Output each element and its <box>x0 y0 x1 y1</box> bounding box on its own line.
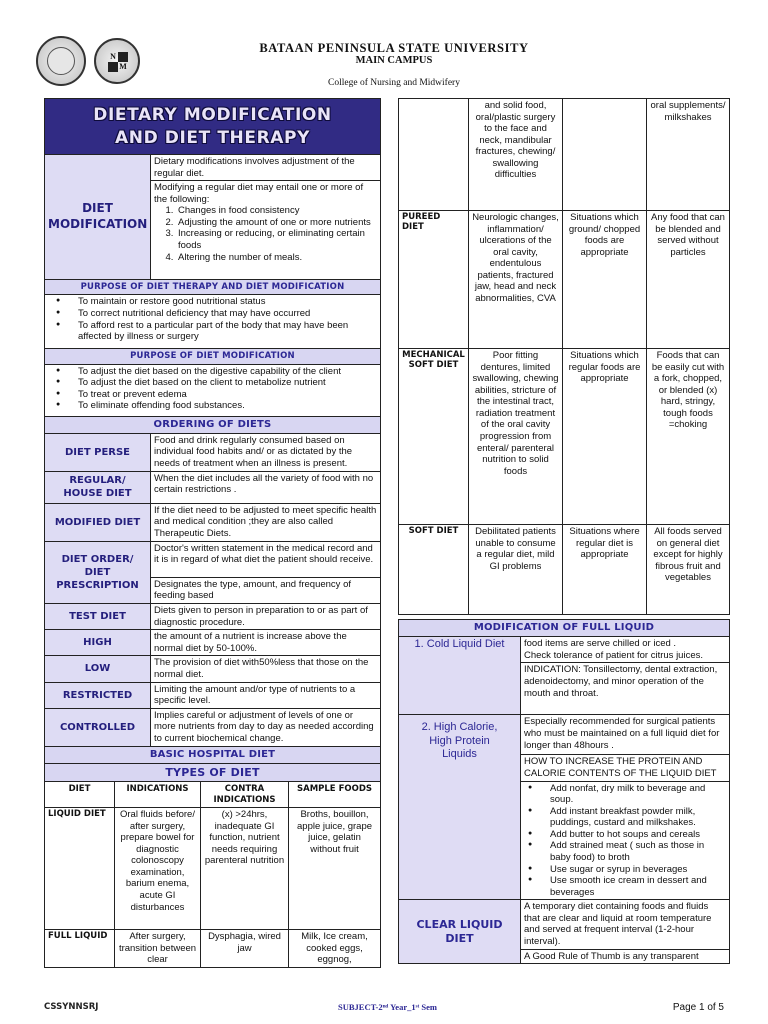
list-item: 3. Increasing or reducing, or eliminating certain foods <box>176 228 377 251</box>
hospital-diet-table <box>44 746 381 968</box>
purpose-therapy-list <box>45 295 381 349</box>
col-header-indications: INDICATIONS <box>115 782 201 808</box>
basic-hospital-diet-heading: BASIC HOSPITAL DIET <box>45 746 381 763</box>
ordering-heading: ORDERING OF DIETS <box>45 416 381 433</box>
table-row: MECHANICAL SOFT DIET Poor fitting dentures, limited swallowing, chewing abilities, stricture of the intestinal tract, radiation treatment of the oral cavity progression from enteral/ parenteral nutrition to solid foods Situations which regular foods are appropriate Foods that can be easily cut with a fork, chopped, or blended (x) hard, stringy, tough foods =choking <box>399 349 730 525</box>
cold-liquid-indication: INDICATION: Tonsillectomy, dental extraction, adenoidectomy, and minor operation of the mouth and throat. <box>521 663 730 715</box>
document-title: DIETARY MODIFICATION AND DIET THERAPY <box>45 99 381 155</box>
list-item: ● Add nonfat, dry milk to beverage and soup. <box>524 783 726 806</box>
purpose-therapy-heading: PURPOSE OF DIET THERAPY AND DIET MODIFICATION <box>45 280 381 295</box>
right-column <box>398 98 729 964</box>
col-header-contra: CONTRA INDICATIONS <box>201 782 289 808</box>
high-calorie-desc: Especially recommended for surgical patients who must be maintained on a full liquid diet for longer than 48hours . <box>521 715 730 755</box>
types-of-diet-heading: TYPES OF DIET <box>45 763 381 781</box>
full-liquid-mod-heading: MODIFICATION OF FULL LIQUID <box>399 620 730 637</box>
col-header-sample: SAMPLE FOODS <box>289 782 381 808</box>
university-name: BATAAN PENINSULA STATE UNIVERSITY <box>259 41 529 55</box>
diet-order-desc1: Doctor's written statement in the medical record and it is in regard of what diet the patient should receive. <box>151 541 381 577</box>
high-desc: the amount of a nutrient is increase above the normal diet by 50-100%. <box>151 630 381 656</box>
diet-order-desc2: Designates the type, amount, and frequency of feeding based <box>151 577 381 603</box>
campus-name: MAIN CAMPUS <box>355 55 433 66</box>
college-nm-logo: N M <box>94 38 140 84</box>
hospital-diet-table-cont <box>398 98 730 615</box>
left-column <box>44 98 380 968</box>
diet-modification-list: Modifying a regular diet may entail one or more of the following: 1. Changes in food consistency 2. Adjusting the amount of one or more nutrients 3. Increasing or reducing, or eliminating certain foods 4. Altering the number of meals. <box>151 181 381 280</box>
modified-diet-label: MODIFIED DIET <box>45 503 151 541</box>
table-row: and solid food, oral/plastic surgery to the face and neck, mandibular fractures, chewing/ swallowing difficulties oral supplements/ milkshakes <box>399 99 730 211</box>
high-calorie-label: 2. High Calorie, High Protein Liquids <box>399 715 521 900</box>
regular-diet-label: REGULAR/ HOUSE DIET <box>45 471 151 503</box>
clear-liquid-label: CLEAR LIQUID DIET <box>399 900 521 964</box>
list-item: 2. Adjusting the amount of one or more nutrients <box>176 217 377 229</box>
low-label: LOW <box>45 656 151 682</box>
purpose-modification-list <box>45 364 381 416</box>
college-name: College of Nursing and Midwifery <box>328 78 460 88</box>
list-item: ● To eliminate offending food substances. <box>52 400 377 412</box>
restricted-label: RESTRICTED <box>45 682 151 708</box>
list-item: ● To afford rest to a particular part of the body that may have been affected by illness or surgery <box>52 320 377 343</box>
list-item: 1. Changes in food consistency <box>176 205 377 217</box>
list-item: ● To correct nutritional deficiency that may have occurred <box>52 308 377 320</box>
controlled-desc: Implies careful or adjustment of levels of one or more nutrients from day to day as needed according to current biochemical change. <box>151 708 381 746</box>
test-diet-label: TEST DIET <box>45 604 151 630</box>
list-item: ● To adjust the diet based on the digestive capability of the client <box>52 366 377 378</box>
list-item: 4. Altering the number of meals. <box>176 252 377 264</box>
col-header-diet: DIET <box>45 782 115 808</box>
list-item: ● Add instant breakfast powder milk, puddings, custard and milkshakes. <box>524 806 726 829</box>
footer-subject: SUBJECT-2ⁿᵈ Year_1ˢᵗ Sem <box>338 1002 437 1012</box>
diet-modification-desc: Dietary modifications involves adjustment of the regular diet. <box>151 155 381 181</box>
list-item: ● Add butter to hot soups and cereals <box>524 829 726 841</box>
high-calorie-list <box>521 781 730 900</box>
regular-diet-desc: When the diet includes all the variety of food with no certain restrictions . <box>151 471 381 503</box>
cold-liquid-label: 1. Cold Liquid Diet <box>399 637 521 715</box>
footer-page-number: Page 1 of 5 <box>672 1002 724 1013</box>
list-item: ● Add strained meat ( such as those in baby food) to broth <box>524 840 726 863</box>
cold-liquid-desc: food items are serve chilled or iced . Check tolerance of patient for citrus juices. <box>521 637 730 663</box>
modified-diet-desc: If the diet need to be adjusted to meet specific health and medical condition ;they are also called Therapeutic Diets. <box>151 503 381 541</box>
restricted-desc: Limiting the amount and/or type of nutrients to a specific level. <box>151 682 381 708</box>
list-item: ● Use smooth ice cream in dessert and beverages <box>524 875 726 898</box>
table-row: LIQUID DIET Oral fluids before/ after surgery, prepare bowel for diagnostic colonoscopy examination, barium enema, acute GI disturbances (x) >24hrs, inadequate GI function, nutrient needs requiring parenteral nutrition Broths, bouillon, apple juice, grape juice, gelatin without fruit <box>45 808 381 930</box>
list-item: ● To treat or prevent edema <box>52 389 377 401</box>
purpose-modification-heading: PURPOSE OF DIET MODIFICATION <box>45 349 381 364</box>
diet-perse-desc: Food and drink regularly consumed based on individual food habits and/ or as dictated by the needs of treatment when an illness is present. <box>151 433 381 471</box>
full-liquid-modification-table <box>398 619 730 964</box>
list-item: ● To maintain or restore good nutritional status <box>52 296 377 308</box>
table-row: SOFT DIET Debilitated patients unable to consume a regular diet, mild GI problems Situations where regular diet is appropriate All foods served on general diet except for highly fibrous fruit and vegetables <box>399 525 730 615</box>
diet-modification-label: DIET MODIFICATION <box>45 155 151 280</box>
footer-initials: CSSYNNSRJ <box>44 1002 99 1012</box>
low-desc: The provision of diet with50%less that those on the normal diet. <box>151 656 381 682</box>
diet-order-label: DIET ORDER/ DIET PRESCRIPTION <box>45 541 151 603</box>
high-calorie-howto: HOW TO INCREASE THE PROTEIN AND CALORIE CONTENTS OF THE LIQUID DIET <box>521 755 730 781</box>
list-item: ● Use sugar or syrup in beverages <box>524 864 726 876</box>
table-row: FULL LIQUID After surgery, transition between clear Dysphagia, wired jaw Milk, Ice cream, cooked eggs, eggnog, <box>45 930 381 968</box>
test-diet-desc: Diets given to person in preparation to or as part of diagnostic procedure. <box>151 604 381 630</box>
controlled-label: CONTROLLED <box>45 708 151 746</box>
page-header <box>0 0 768 96</box>
left-table <box>44 98 381 747</box>
high-label: HIGH <box>45 630 151 656</box>
table-row: PUREED DIET Neurologic changes, inflammation/ ulcerations of the oral cavity, endentulous patients, fractured jaw, head and neck abnormalities, CVA Situations which ground/ chopped foods are appropriate Any food that can be blended and served without particles <box>399 211 730 349</box>
diet-perse-label: DIET PERSE <box>45 433 151 471</box>
clear-liquid-rule: A Good Rule of Thumb is any transparent <box>521 949 730 964</box>
clear-liquid-desc: A temporary diet containing foods and fluids that are clear and liquid at room temperature and served at frequent interval (1-2-hour interval). <box>521 900 730 949</box>
list-item: ● To adjust the diet based on the client to metabolize nutrient <box>52 377 377 389</box>
